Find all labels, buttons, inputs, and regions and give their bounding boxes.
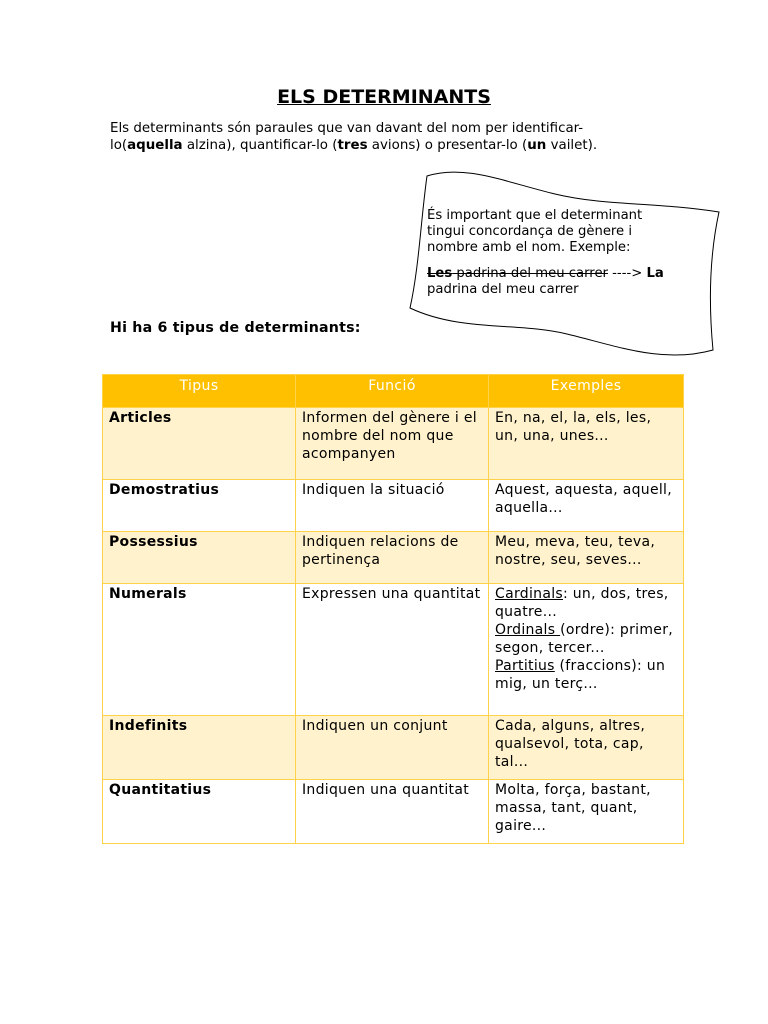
page-title: ELS DETERMINANTS (277, 86, 491, 108)
row-examples: Cardinals: un, dos, tres, quatre... Ordinals (ordre): primer, segon, tercer... Partitius (fraccions): un mig, un terç... (489, 584, 684, 716)
determinants-table (102, 374, 684, 844)
row-function: Indiquen relacions de pertinença (296, 532, 489, 584)
row-type: Demostratius (103, 480, 296, 532)
table-row (103, 780, 684, 844)
note-example: Les padrina del meu carrer ----> La padrina del meu carrer (427, 266, 664, 297)
table-row (103, 584, 684, 716)
wavy-note-banner (405, 168, 725, 363)
header-funcio: Funció (296, 375, 489, 408)
table-row (103, 480, 684, 532)
header-tipus: Tipus (103, 375, 296, 408)
table-row (103, 716, 684, 780)
table-header-row (103, 375, 684, 408)
row-function: Indiquen una quantitat (296, 780, 489, 844)
row-type: Articles (103, 408, 296, 480)
subheading: Hi ha 6 tipus de determinants: (110, 320, 361, 336)
row-function: Expressen una quantitat (296, 584, 489, 716)
row-type: Quantitatius (103, 780, 296, 844)
row-function: Indiquen un conjunt (296, 716, 489, 780)
row-examples: Aquest, aquesta, aquell, aquella... (489, 480, 684, 532)
row-type: Numerals (103, 584, 296, 716)
intro-paragraph: Els determinants són paraules que van davant del nom per identificar-lo(aquella alzina), quantificar-lo (tres avions) o presentar-lo (un vailet). (110, 121, 598, 153)
row-examples: Molta, força, bastant, massa, tant, quant, gaire... (489, 780, 684, 844)
row-examples: Meu, meva, teu, teva, nostre, seu, seves... (489, 532, 684, 584)
row-type: Possessius (103, 532, 296, 584)
row-type: Indefinits (103, 716, 296, 780)
table-row (103, 532, 684, 584)
row-examples: En, na, el, la, els, les, un, una, unes... (489, 408, 684, 480)
row-function: Informen del gènere i el nombre del nom que acompanyen (296, 408, 489, 480)
row-examples: Cada, alguns, altres, qualsevol, tota, cap, tal... (489, 716, 684, 780)
header-exemples: Exemples (489, 375, 684, 408)
table-row (103, 408, 684, 480)
note-text: És important que el determinant tingui concordança de gènere i nombre amb el nom. Exemple: (427, 208, 643, 255)
row-function: Indiquen la situació (296, 480, 489, 532)
